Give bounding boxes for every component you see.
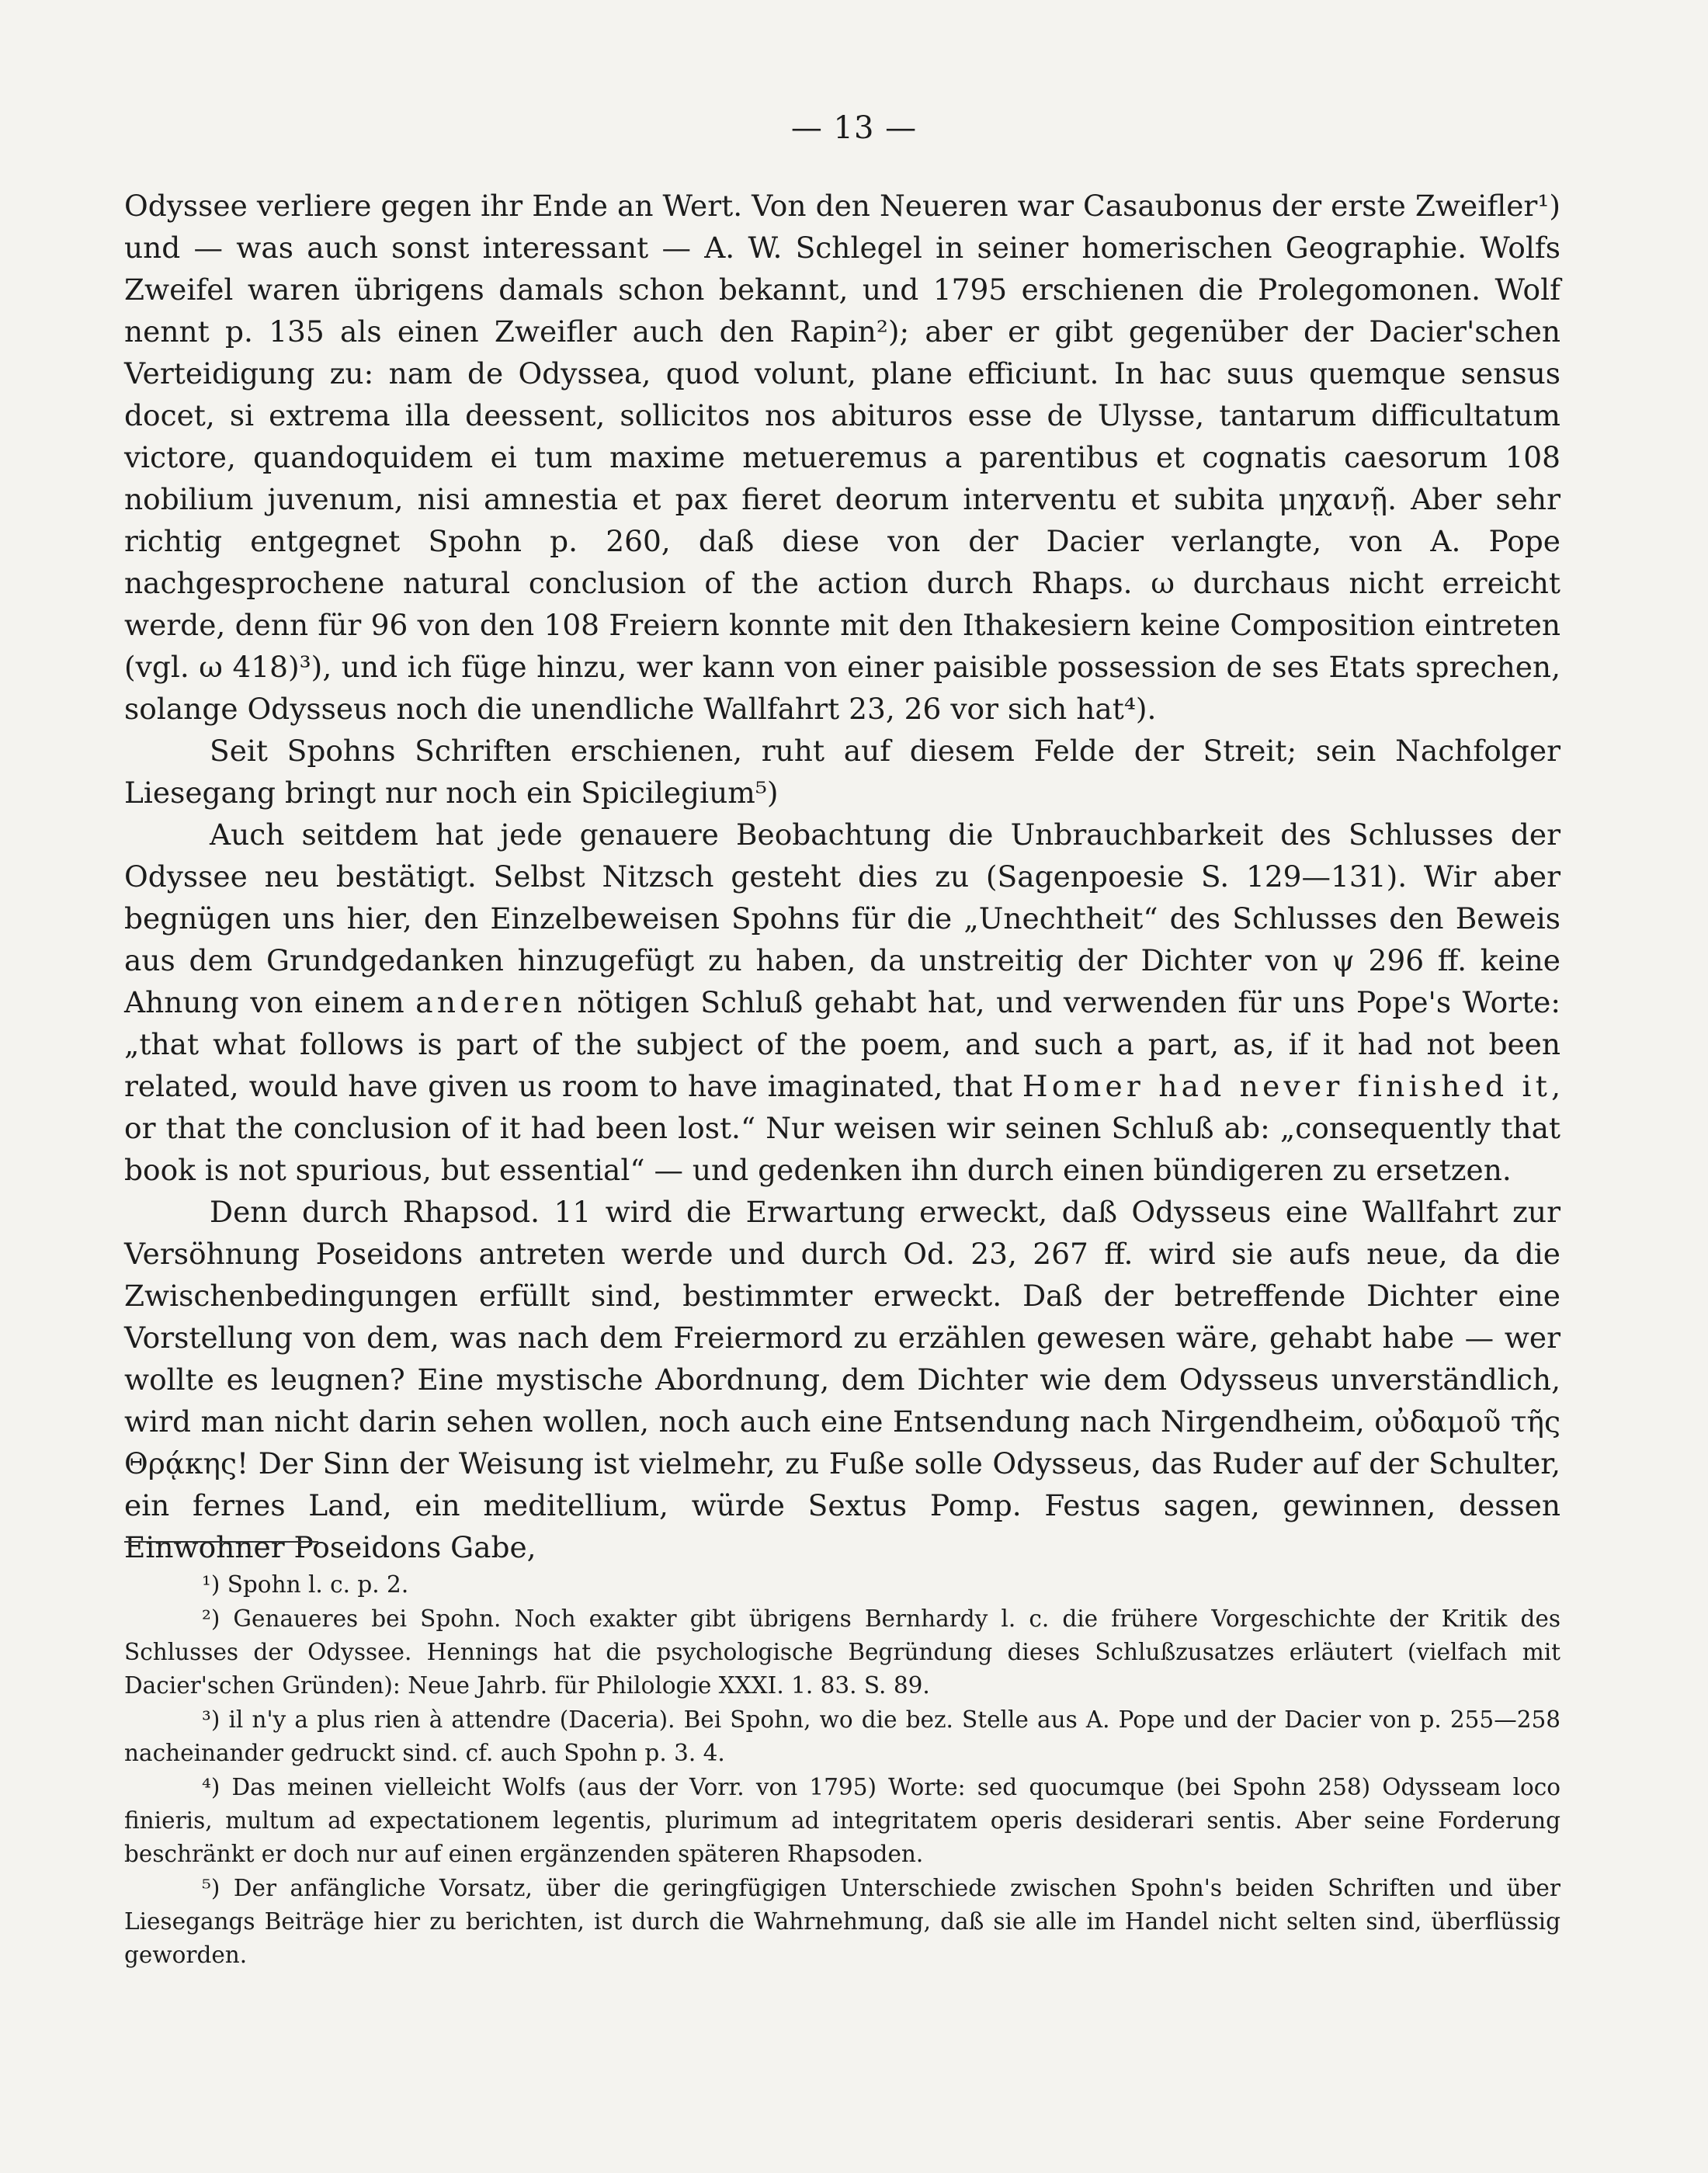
footnote-5: ⁵) Der anfängliche Vorsatz, über die geringfügigen Unterschiede zwischen Spohn's beiden Schriften und über Liesegangs Beiträge hier zu berichten, ist durch die Wahrnehmung, daß sie alle im Handel nicht selten sind, überflüssig geworden. bbox=[124, 1875, 1560, 1968]
paragraph-4: Denn durch Rhapsod. 11 wird die Erwartung erweckt, daß Odysseus eine Wallfahrt zur Versöhnung Poseidons antreten werde und durch Od. 23, 267 ff. wird sie aufs neue, da die Zwischenbedingungen erfüllt sind, bestimmter erweckt. Daß der betreffende Dichter eine Vorstellung von dem, was nach dem Freiermord zu erzählen gewesen wäre, gehabt habe — wer wollte es leugnen? Eine mystische Abordnung, dem Dichter wie dem Odysseus unverständlich, wird man nicht darin sehen wollen, noch auch eine Entsendung nach Nirgendheim, οὐδαμοῦ τῆς Θρᾴκης! Der Sinn der Weisung ist vielmehr, zu Fuße solle Odysseus, das Ruder auf der Schulter, ein fernes Land, ein meditellium, würde Sextus Pomp. Festus sagen, gewinnen, dessen Einwohner Poseidons Gabe, bbox=[124, 1195, 1560, 1564]
paragraph-3 bbox=[124, 814, 1560, 1191]
paragraph-1: Odyssee verliere gegen ihr Ende an Wert. Von den Neueren war Casaubonus der erste Zweifler¹) und — was auch sonst interessant — A. W. Schlegel in seiner homerischen Geographie. Wolfs Zweifel waren übrigens damals schon bekannt, und 1795 erschienen die Prolegomonen. Wolf nennt p. 135 als einen Zweifler auch den Rapin²); aber er gibt gegenüber der Dacier'schen Verteidigung zu: nam de Odyssea, quod volunt, plane efficiunt. In hac suus quemque sensus docet, si extrema illa deessent, sollicitos nos abituros esse de Ulysse, tantarum difficultatum victore, quandoquidem ei tum maxime metueremus a parentibus et cognatis caesorum 108 nobilium juvenum, nisi amnestia et pax fieret deorum interventu et subita μηχανῇ. Aber sehr richtig entgegnet Spohn p. 260, daß diese von der Dacier verlangte, von A. Pope nachgesprochene natural conclusion of the action durch Rhaps. ω durchaus nicht erreicht werde, denn für 96 von den 108 Freiern konnte mit den Ithakesiern keine Composition eintreten (vgl. ω 418)³), und ich füge hinzu, wer kann von einer paisible possession de ses Etats sprechen, solange Odysseus noch die unendliche Wallfahrt 23, 26 vor sich hat⁴). bbox=[124, 189, 1560, 726]
footnote-1: ¹) Spohn l. c. p. 2. bbox=[202, 1571, 409, 1598]
main-text bbox=[124, 185, 1560, 1568]
footnote-4: ⁴) Das meinen vielleicht Wolfs (aus der Vorr. von 1795) Worte: sed quocumque (bei Spohn 258) Odysseam loco finieris, multum ad expectationem legentis, plurimum ad integritatem operis desiderari sentis. Aber seine Forderung beschränkt er doch nur auf einen ergänzenden späteren Rhapsoden. bbox=[124, 1774, 1560, 1867]
page-number: — 13 — bbox=[790, 110, 918, 146]
spaced-word-anderen: anderen bbox=[415, 985, 566, 1019]
paragraph-3-part-b: nötigen Schluß gehabt hat, und verwenden für uns Pope's Worte: „that what follows is part of the subject of the poem, and such a part, as, if it had not been related, would have given us room to have imaginated, that bbox=[124, 985, 1561, 1103]
paragraph-3-part-c: , or that the conclusion of it had been lost.“ Nur weisen wir seinen Schluß ab: „consequently that book is not spurious, but essential“ — und gedenken ihn durch einen bündigeren zu ersetzen. bbox=[124, 1069, 1560, 1187]
footnote-divider bbox=[124, 1541, 318, 1543]
paragraph-2: Seit Spohns Schriften erschienen, ruht auf diesem Felde der Streit; sein Nachfolger Liesegang bringt nur noch ein Spicilegium⁵) bbox=[124, 734, 1560, 810]
spaced-phrase-homer: Homer had never finished it bbox=[1022, 1069, 1552, 1103]
paragraph-3-part-a: Auch seitdem hat jede genauere Beobachtung die Unbrauchbarkeit des Schlusses der Odyssee neu bestätigt. Selbst Nitzsch gesteht dies zu (Sagenpoesie S. 129—131). Wir aber begnügen uns hier, den Einzelbeweisen Spohns für die „Unechtheit“ des Schlusses den Beweis aus dem Grundgedanken hinzugefügt zu haben, da unstreitig der Dichter von ψ 296 ff. keine Ahnung von einem bbox=[124, 817, 1560, 1019]
footnotes bbox=[124, 1568, 1560, 1973]
footnote-2: ²) Genaueres bei Spohn. Noch exakter gibt übrigens Bernhardy l. c. die frühere Vorgeschichte der Kritik des Schlusses der Odyssee. Hennings hat die psychologische Begründung dieses Schlußzusatzes erläutert (vielfach mit Dacier'schen Gründen): Neue Jahrb. für Philologie XXXI. 1. 83. S. 89. bbox=[124, 1605, 1560, 1699]
footnote-3: ³) il n'y a plus rien à attendre (Daceria). Bei Spohn, wo die bez. Stelle aus A. Pope und der Dacier von p. 255—258 nacheinander gedruckt sind. cf. auch Spohn p. 3. 4. bbox=[124, 1706, 1560, 1766]
